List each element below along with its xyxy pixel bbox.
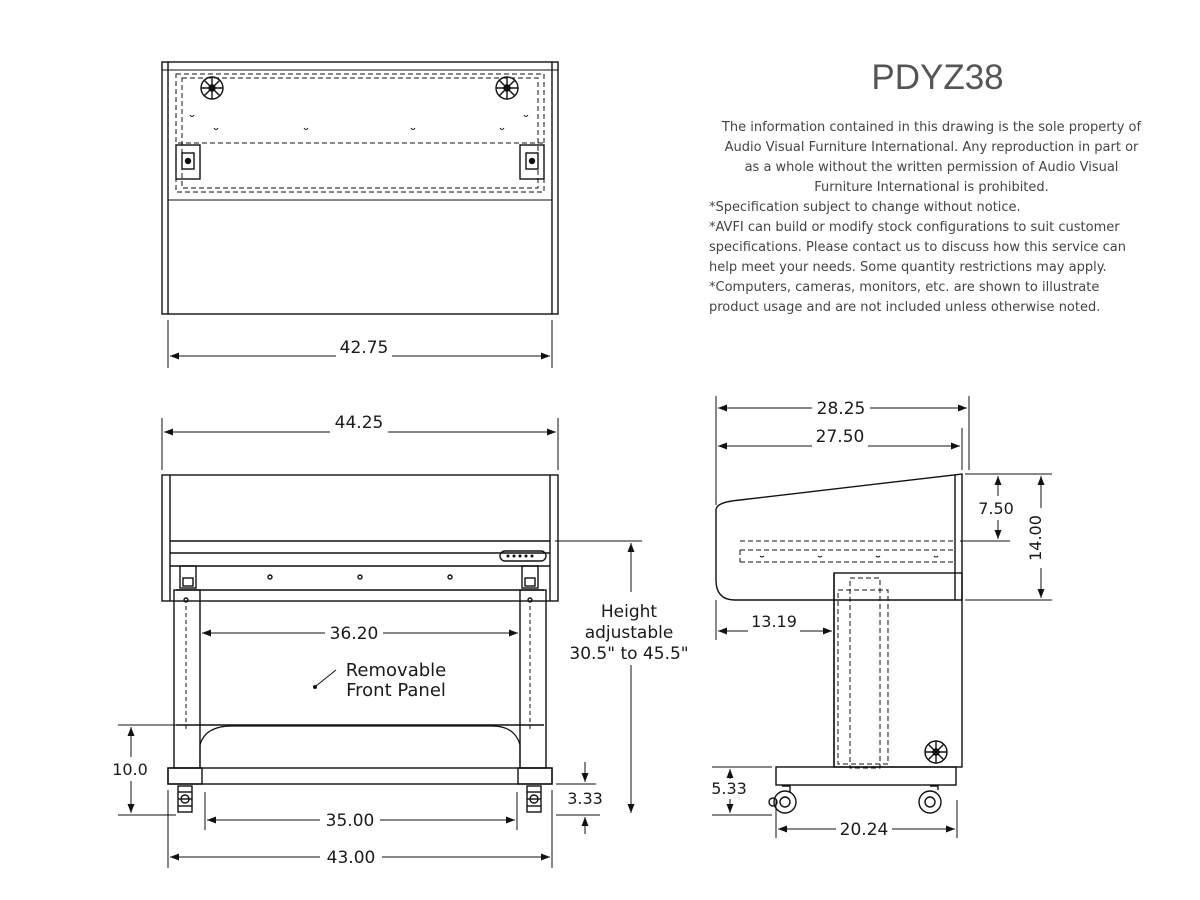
front-view [118,418,642,868]
dim-side-total-height: 14.00 [1026,515,1045,561]
wheel-icon [925,741,947,763]
side-base [776,767,956,785]
caster-icon [769,786,796,813]
note-line: specifications. Please contact us to discuss how this service can [709,240,1127,255]
note-line: Furniture International is prohibited. [814,180,1049,195]
height-label-line: adjustable [584,623,674,643]
drawing-title: PDYZ38 [871,58,1004,97]
caster-icon [178,786,192,812]
note-line: The information contained in this drawing is the sole property of [721,120,1142,135]
height-label-line: 30.5" to 45.5" [569,644,689,664]
note-line: *Specification subject to change without notice. [709,200,1021,215]
dim-front-overall: 44.25 [334,413,384,433]
caster-icon [527,786,541,812]
note-line: product usage and are not included unless otherwise noted. [709,300,1101,315]
height-label-line: Height [600,602,658,622]
dim-base-height: 3.33 [567,789,603,808]
dim-side-front-height: 7.50 [978,499,1014,518]
dim-side-base-height: 5.33 [711,779,747,798]
panel-label-line: Removable [345,660,447,681]
leg-bracket-icon [520,145,544,179]
side-console [716,474,962,600]
note-line: Audio Visual Furniture International. Any reproduction in part or [724,140,1139,155]
front-console [162,475,558,601]
wheel-icon [496,77,518,99]
dim-base-inner: 35.00 [325,811,375,831]
note-line: as a whole without the written permission of Audio Visual [744,160,1119,175]
wheel-icon [201,77,223,99]
note-line: help meet your needs. Some quantity restrictions may apply. [709,260,1107,275]
note-line: *Computers, cameras, monitors, etc. are shown to illustrate [709,280,1100,295]
dim-side-base-depth: 20.24 [839,820,889,840]
dim-top-width: 42.75 [339,338,389,358]
dim-column-offset: 13.19 [751,612,797,631]
dim-side-overall-depth: 28.25 [816,399,866,419]
panel-label-line: Front Panel [346,680,446,701]
caster-icon [919,786,941,813]
top-view [162,62,558,368]
dim-front-inner: 36.20 [329,624,379,644]
leg-bracket-icon [176,145,200,179]
dim-cutout-height: 10.0 [112,760,148,779]
dim-base-overall: 43.00 [326,848,376,868]
front-base [168,768,552,784]
note-line: *AVFI can build or modify stock configurations to suit customer [709,220,1120,235]
dim-side-top-depth: 27.50 [815,427,865,447]
hidden-frame [176,74,544,192]
